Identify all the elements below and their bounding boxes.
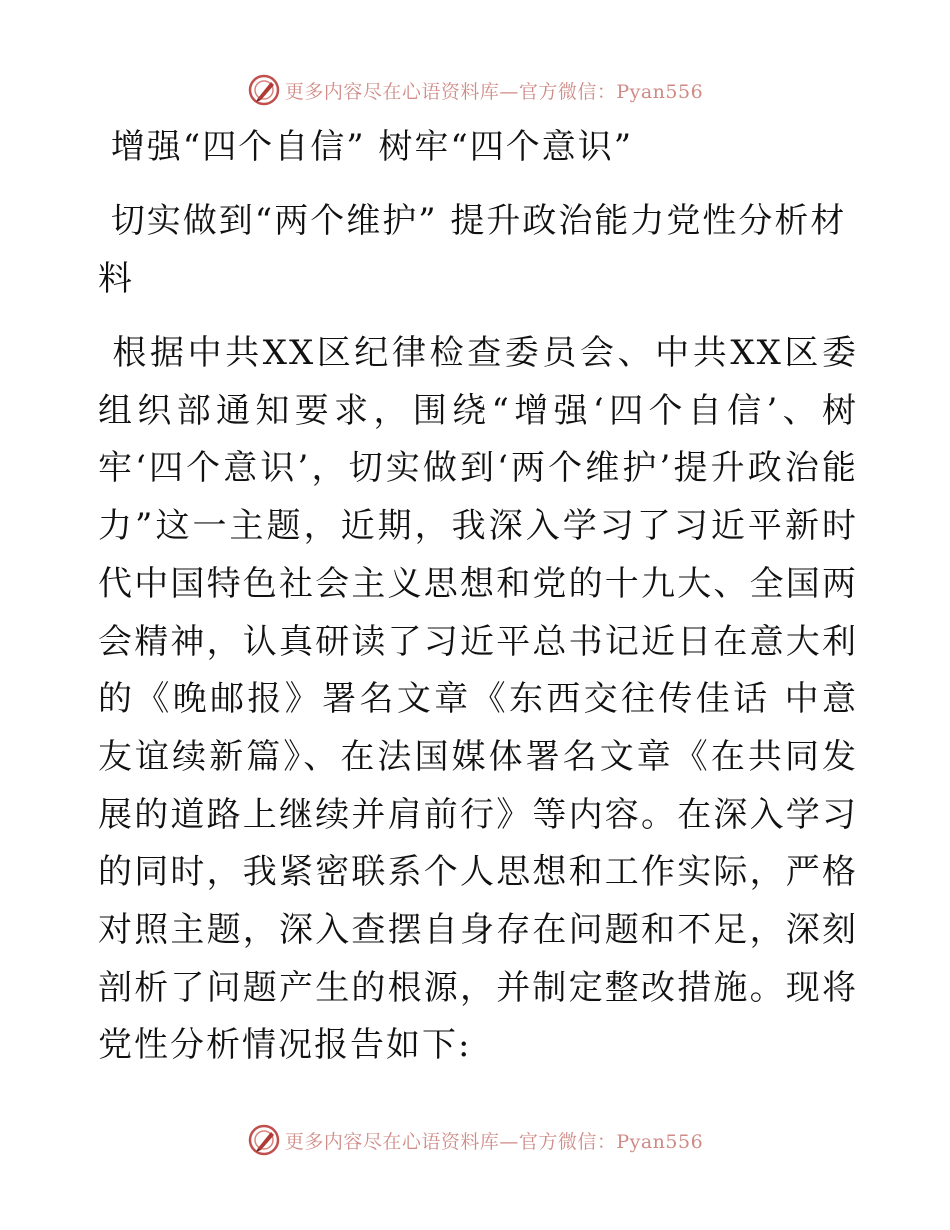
watermark-text: 更多内容尽在心语资料库—官方微信：Pyan556	[284, 1130, 704, 1153]
document-title-line-1: 增强“四个自信” 树牢“四个意识”	[98, 127, 634, 167]
watermark-text: 更多内容尽在心语资料库—官方微信：Pyan556	[284, 80, 704, 103]
document-title-line-2: 切实做到“两个维护” 提升政治能力党性分析材料	[98, 201, 847, 299]
footer-watermark	[0, 1120, 950, 1160]
pen-nib-circle-icon	[247, 1123, 281, 1157]
pen-nib-circle-icon	[247, 73, 281, 107]
header-watermark	[0, 70, 950, 110]
body-paragraph: 根据中共XX区纪律检查委员会、中共XX区委组织部通知要求，围绕“增强‘四个自信’、树牢‘四个意识’，切实做到‘两个维护’提升政治能力”这一主题，近期，我深入学习了习近平新时代中国特色社会主义思想和党的十九大、全国两会精神，认真研读了习近平总书记近日在意大利的《晚邮报》署名文章《东西交往传佳话 中意友谊续新篇》、在法国媒体署名文章《在共同发展的道路上继续并肩前行》等内容。在深入学习的同时，我紧密联系个人思想和工作实际，严格对照主题，深入查摆自身存在问题和不足，深刻剖析了问题产生的根源，并制定整改措施。现将党性分析情况报告如下:	[98, 333, 858, 1066]
